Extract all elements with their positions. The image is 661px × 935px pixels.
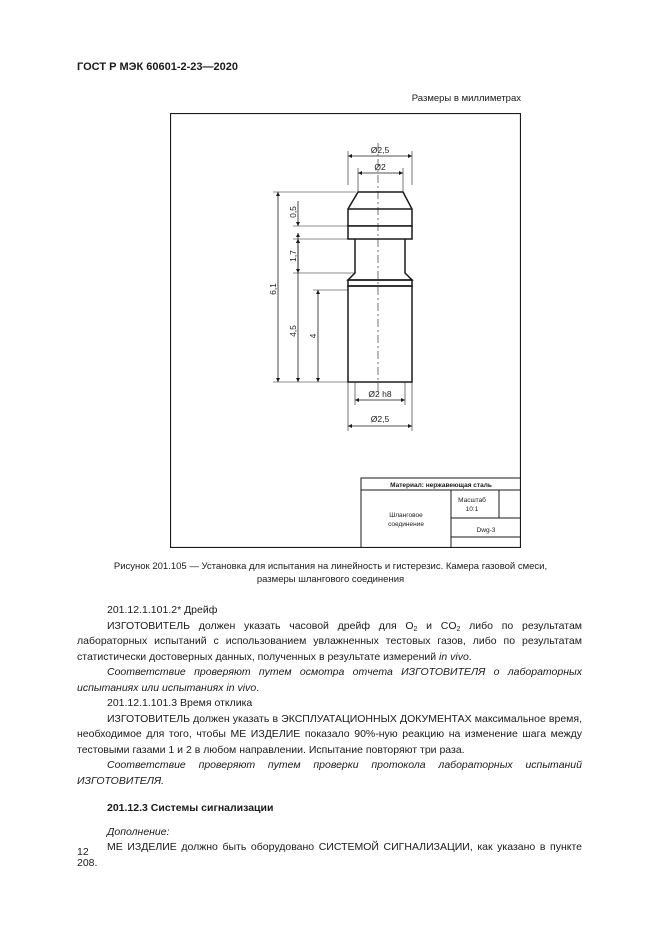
clause-alarm-systems-heading: 201.12.3 Системы сигнализации bbox=[107, 802, 274, 814]
drift-compliance-text: Соответствие проверяют путем осмотра отчета ИЗГОТОВИТЕЛЯ о лабораторных испытаниях или испытаниях in vivo bbox=[77, 666, 582, 694]
page-number: 12 bbox=[77, 846, 89, 858]
title-material: Материал: нержавеющая сталь bbox=[390, 482, 492, 489]
subscript-2-a: 2 bbox=[413, 625, 418, 633]
drift-paragraph bbox=[77, 619, 582, 666]
dim-len-17: 1,7 bbox=[288, 250, 298, 262]
dim-d-top: Ø2,5 bbox=[370, 145, 390, 155]
clause-response-time-heading: 201.12.1.101.3 Время отклика bbox=[107, 697, 253, 709]
title-scale-value: 10:1 bbox=[465, 506, 479, 513]
title-part-name-1: Шланговое bbox=[389, 512, 423, 519]
title-part-name-2: соединение bbox=[388, 521, 424, 528]
addition-label: Дополнение: bbox=[107, 825, 170, 838]
title-scale-label: Масштаб bbox=[458, 497, 486, 504]
units-note: Размеры в миллиметрах bbox=[411, 93, 521, 104]
dim-len-45: 4,5 bbox=[288, 325, 298, 337]
dim-len-61: 6,1 bbox=[268, 283, 278, 295]
drift-text-end: . bbox=[468, 650, 472, 663]
dim-d-bottom: Ø2,5 bbox=[370, 414, 390, 424]
drift-text-b: и CO bbox=[417, 619, 457, 632]
alarm-systems-paragraph: МЕ ИЗДЕЛИЕ должно быть оборудовано СИСТЕМОЙ СИГНАЛИЗАЦИИ, как указано в пункте 208. bbox=[77, 841, 582, 869]
body-text bbox=[77, 603, 582, 871]
title-drawing-number: Dwg-3 bbox=[476, 527, 496, 534]
dim-len-4: 4 bbox=[308, 333, 318, 339]
drift-compliance-end: . bbox=[256, 681, 260, 694]
subscript-2-b: 2 bbox=[456, 625, 461, 633]
drift-text-c: либо по результатам лабораторных испытаний с использованием увлажненных тестовых газов, либо по результатам статистически достоверных данных, полученных в результате измерений bbox=[77, 619, 582, 663]
dim-len-05: 0,5 bbox=[288, 206, 298, 218]
technical-drawing bbox=[170, 113, 521, 548]
figure-caption-line2: размеры шлангового соединения bbox=[256, 573, 405, 585]
figure-caption-line1: Рисунок 201.105 — Установка для испытания на линейность и гистерезис. Камера газовой смеси, bbox=[113, 561, 548, 572]
dim-d-inner: Ø2 bbox=[374, 162, 386, 172]
drift-text-a: ИЗГОТОВИТЕЛЬ должен указать часовой дрейф для O bbox=[107, 619, 414, 632]
figure-caption bbox=[90, 561, 571, 586]
response-time-paragraph: ИЗГОТОВИТЕЛЬ должен указать в ЭКСПЛУАТАЦИОННЫХ ДОКУМЕНТАХ максимальное время, необходимое для того, чтобы МЕ ИЗДЕЛИЕ показало 90%-ную реакцию на изменение шага между тестовыми газами 1 и 2 в любом направлении. Испытание повторяют три раза. bbox=[77, 712, 582, 756]
hose-connector-part bbox=[348, 143, 412, 395]
response-time-compliance: Соответствие проверяют путем проверки протокола лабораторных испытаний ИЗГОТОВИТЕЛЯ. bbox=[77, 759, 582, 787]
in-vivo-italic: in vivo bbox=[439, 650, 469, 663]
clause-drift-heading: 201.12.1.101.2* Дрейф bbox=[107, 604, 218, 616]
drift-compliance bbox=[77, 665, 582, 696]
dim-d-h8: Ø2 h8 bbox=[368, 389, 392, 399]
document-header: ГОСТ Р МЭК 60601-2-23—2020 bbox=[77, 61, 238, 73]
